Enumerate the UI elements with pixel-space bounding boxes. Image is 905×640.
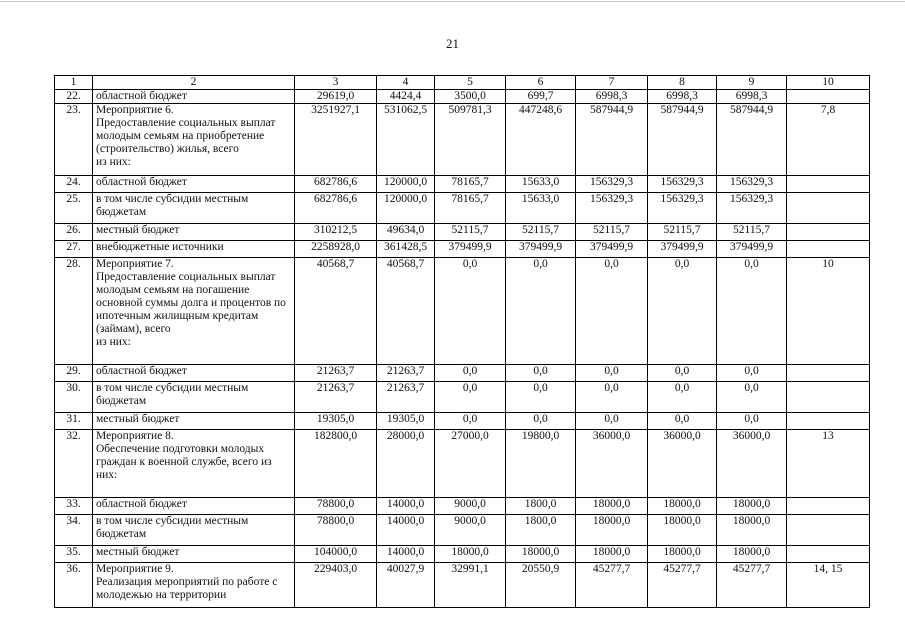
amount-cell: 18000,0 (648, 498, 717, 515)
amount-cell: 379499,9 (648, 241, 717, 258)
amount-cell: 18000,0 (648, 515, 717, 546)
page-number: 21 (446, 36, 459, 51)
amount-cell: 32991,1 (435, 563, 506, 608)
amount-cell: 29619,0 (295, 90, 377, 104)
column-header: 6 (506, 76, 576, 90)
amount-cell: 0,0 (717, 365, 787, 382)
amount-cell: 18000,0 (576, 546, 648, 563)
amount-cell: 9000,0 (435, 498, 506, 515)
amount-cell: 52115,7 (576, 224, 648, 241)
amount-cell: 0,0 (717, 382, 787, 413)
amount-cell: 6998,3 (648, 90, 717, 104)
amount-cell: 587944,9 (648, 104, 717, 176)
amount-cell: 20550,9 (506, 563, 576, 608)
row-description: Мероприятие 9. Реализация мероприятий по работе с молодежью на территории (93, 563, 295, 608)
amount-cell: 49634,0 (377, 224, 435, 241)
amount-cell: 156329,3 (576, 176, 648, 193)
amount-cell: 182800,0 (295, 430, 377, 498)
amount-cell: 379499,9 (506, 241, 576, 258)
amount-cell: 18000,0 (576, 498, 648, 515)
budget-table (54, 75, 870, 608)
amount-cell: 1800,0 (506, 498, 576, 515)
amount-cell: 21263,7 (377, 382, 435, 413)
reference-cell (787, 224, 870, 241)
amount-cell: 40568,7 (377, 258, 435, 365)
amount-cell: 14000,0 (377, 498, 435, 515)
amount-cell: 0,0 (435, 258, 506, 365)
reference-cell (787, 498, 870, 515)
amount-cell: 40568,7 (295, 258, 377, 365)
amount-cell: 0,0 (717, 413, 787, 430)
amount-cell: 229403,0 (295, 563, 377, 608)
amount-cell: 0,0 (648, 382, 717, 413)
amount-cell: 52115,7 (506, 224, 576, 241)
amount-cell: 0,0 (717, 258, 787, 365)
amount-cell: 52115,7 (435, 224, 506, 241)
amount-cell: 14000,0 (377, 515, 435, 546)
amount-cell: 0,0 (506, 413, 576, 430)
row-number: 26. (55, 224, 93, 241)
amount-cell: 156329,3 (717, 176, 787, 193)
table-row (55, 498, 870, 515)
amount-cell: 19800,0 (506, 430, 576, 498)
reference-cell (787, 90, 870, 104)
amount-cell: 0,0 (648, 258, 717, 365)
amount-cell: 531062,5 (377, 104, 435, 176)
row-description: местный бюджет (93, 224, 295, 241)
row-description: Мероприятие 7. Предоставление социальных выплат молодым семьям на погашение основной суммы долга и процентов по ипотечным жилищным кредитам (займам), всего из них: (93, 258, 295, 365)
amount-cell: 19305,0 (295, 413, 377, 430)
row-number: 34. (55, 515, 93, 546)
amount-cell: 6998,3 (576, 90, 648, 104)
amount-cell: 0,0 (435, 413, 506, 430)
reference-cell: 13 (787, 430, 870, 498)
amount-cell: 104000,0 (295, 546, 377, 563)
amount-cell: 0,0 (506, 382, 576, 413)
amount-cell: 18000,0 (717, 546, 787, 563)
amount-cell: 310212,5 (295, 224, 377, 241)
amount-cell: 36000,0 (717, 430, 787, 498)
table-row (55, 241, 870, 258)
amount-cell: 21263,7 (295, 382, 377, 413)
row-description: Мероприятие 6. Предоставление социальных выплат молодым семьям на приобретение (строительство) жилья, всего из них: (93, 104, 295, 176)
row-description: в том числе субсидии местным бюджетам (93, 193, 295, 224)
amount-cell: 587944,9 (717, 104, 787, 176)
row-description: в том числе субсидии местным бюджетам (93, 382, 295, 413)
table-row (55, 546, 870, 563)
amount-cell: 379499,9 (717, 241, 787, 258)
amount-cell: 18000,0 (576, 515, 648, 546)
amount-cell: 361428,5 (377, 241, 435, 258)
row-description: внебюджетные источники (93, 241, 295, 258)
reference-cell (787, 546, 870, 563)
amount-cell: 4424,4 (377, 90, 435, 104)
amount-cell: 0,0 (576, 258, 648, 365)
amount-cell: 699,7 (506, 90, 576, 104)
amount-cell: 156329,3 (648, 193, 717, 224)
table-row (55, 224, 870, 241)
amount-cell: 18000,0 (717, 515, 787, 546)
column-header: 3 (295, 76, 377, 90)
row-description: областной бюджет (93, 90, 295, 104)
row-number: 27. (55, 241, 93, 258)
column-header: 8 (648, 76, 717, 90)
table-row (55, 193, 870, 224)
amount-cell: 78800,0 (295, 515, 377, 546)
amount-cell: 45277,7 (717, 563, 787, 608)
amount-cell: 6998,3 (717, 90, 787, 104)
reference-cell (787, 176, 870, 193)
reference-cell (787, 382, 870, 413)
amount-cell: 15633,0 (506, 176, 576, 193)
amount-cell: 21263,7 (377, 365, 435, 382)
row-description: в том числе субсидии местным бюджетам (93, 515, 295, 546)
column-header: 4 (377, 76, 435, 90)
reference-cell (787, 515, 870, 546)
amount-cell: 18000,0 (717, 498, 787, 515)
table-row (55, 90, 870, 104)
amount-cell: 0,0 (506, 365, 576, 382)
row-description: Мероприятие 8. Обеспечение подготовки молодых граждан к военной службе, всего из них: (93, 430, 295, 498)
amount-cell: 78165,7 (435, 176, 506, 193)
reference-cell (787, 365, 870, 382)
amount-cell: 36000,0 (648, 430, 717, 498)
reference-cell (787, 241, 870, 258)
reference-cell: 10 (787, 258, 870, 365)
row-number: 28. (55, 258, 93, 365)
column-header: 7 (576, 76, 648, 90)
amount-cell: 21263,7 (295, 365, 377, 382)
row-number: 32. (55, 430, 93, 498)
row-number: 25. (55, 193, 93, 224)
amount-cell: 379499,9 (576, 241, 648, 258)
reference-cell: 14, 15 (787, 563, 870, 608)
amount-cell: 27000,0 (435, 430, 506, 498)
amount-cell: 15633,0 (506, 193, 576, 224)
amount-cell: 45277,7 (648, 563, 717, 608)
row-number: 30. (55, 382, 93, 413)
row-description: областной бюджет (93, 176, 295, 193)
table-row (55, 382, 870, 413)
amount-cell: 120000,0 (377, 176, 435, 193)
amount-cell: 78165,7 (435, 193, 506, 224)
amount-cell: 1800,0 (506, 515, 576, 546)
amount-cell: 587944,9 (576, 104, 648, 176)
amount-cell: 28000,0 (377, 430, 435, 498)
amount-cell: 682786,6 (295, 193, 377, 224)
table-row (55, 365, 870, 382)
row-description: областной бюджет (93, 498, 295, 515)
amount-cell: 18000,0 (435, 546, 506, 563)
row-number: 31. (55, 413, 93, 430)
row-description: местный бюджет (93, 413, 295, 430)
column-header: 10 (787, 76, 870, 90)
reference-cell: 7,8 (787, 104, 870, 176)
amount-cell: 0,0 (435, 382, 506, 413)
amount-cell: 156329,3 (648, 176, 717, 193)
row-number: 35. (55, 546, 93, 563)
amount-cell: 2258928,0 (295, 241, 377, 258)
row-number: 29. (55, 365, 93, 382)
row-number: 23. (55, 104, 93, 176)
amount-cell: 36000,0 (576, 430, 648, 498)
amount-cell: 447248,6 (506, 104, 576, 176)
table-row (55, 413, 870, 430)
amount-cell: 40027,9 (377, 563, 435, 608)
amount-cell: 45277,7 (576, 563, 648, 608)
amount-cell: 0,0 (648, 365, 717, 382)
amount-cell: 52115,7 (717, 224, 787, 241)
amount-cell: 509781,3 (435, 104, 506, 176)
amount-cell: 0,0 (576, 413, 648, 430)
table-row (55, 430, 870, 498)
row-description: областной бюджет (93, 365, 295, 382)
amount-cell: 9000,0 (435, 515, 506, 546)
table-row (55, 563, 870, 608)
column-header: 9 (717, 76, 787, 90)
row-number: 24. (55, 176, 93, 193)
amount-cell: 52115,7 (648, 224, 717, 241)
amount-cell: 379499,9 (435, 241, 506, 258)
amount-cell: 3500,0 (435, 90, 506, 104)
amount-cell: 18000,0 (506, 546, 576, 563)
amount-cell: 14000,0 (377, 546, 435, 563)
amount-cell: 156329,3 (576, 193, 648, 224)
row-number: 22. (55, 90, 93, 104)
amount-cell: 19305,0 (377, 413, 435, 430)
amount-cell: 0,0 (576, 365, 648, 382)
amount-cell: 0,0 (435, 365, 506, 382)
amount-cell: 0,0 (506, 258, 576, 365)
column-header: 5 (435, 76, 506, 90)
row-description: местный бюджет (93, 546, 295, 563)
table-row (55, 104, 870, 176)
reference-cell (787, 413, 870, 430)
table-row (55, 258, 870, 365)
amount-cell: 78800,0 (295, 498, 377, 515)
amount-cell: 18000,0 (648, 546, 717, 563)
table-row (55, 176, 870, 193)
amount-cell: 0,0 (576, 382, 648, 413)
reference-cell (787, 193, 870, 224)
row-number: 36. (55, 563, 93, 608)
table-row (55, 515, 870, 546)
row-number: 33. (55, 498, 93, 515)
column-header: 1 (55, 76, 93, 90)
column-header: 2 (93, 76, 295, 90)
top-page-edge (0, 1, 905, 2)
amount-cell: 120000,0 (377, 193, 435, 224)
table-header-row (55, 76, 870, 90)
amount-cell: 682786,6 (295, 176, 377, 193)
amount-cell: 156329,3 (717, 193, 787, 224)
amount-cell: 3251927,1 (295, 104, 377, 176)
amount-cell: 0,0 (648, 413, 717, 430)
